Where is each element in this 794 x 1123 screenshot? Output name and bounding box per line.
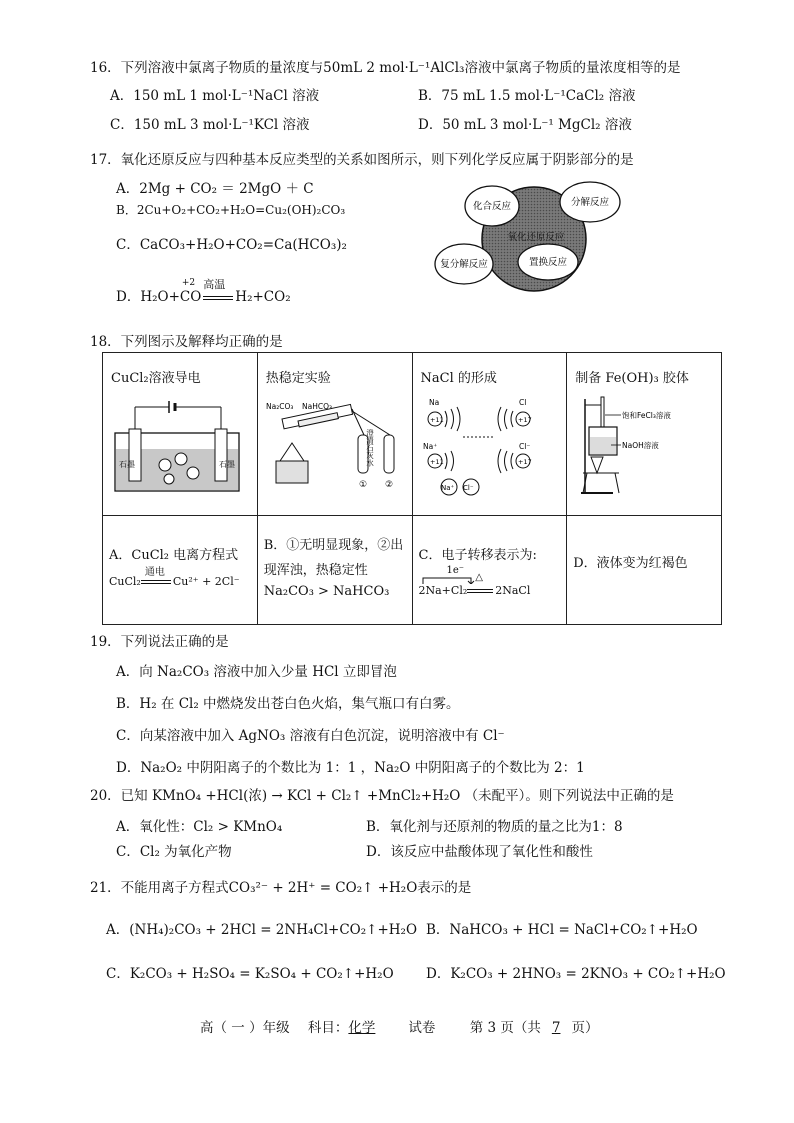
footer-page-suffix: 页） — [571, 1020, 599, 1036]
q20-option-a[interactable]: A．氧化性：Cl₂ > KMnO₄ — [116, 819, 283, 835]
label-redox: 氧化还原反应 — [507, 232, 565, 243]
label-fecl3: 饱和FeCl₃溶液 — [622, 411, 672, 420]
q17-d-valence: +2 — [181, 278, 196, 288]
q17-option-c[interactable]: C．CaCO₃+H₂O+CO₂=Ca(HCO₃)₂ — [116, 237, 347, 253]
q18-cell-3-figure — [412, 353, 567, 516]
label-tube-1: ① — [358, 480, 367, 490]
q18-c-equation — [418, 572, 561, 597]
footer-paper: 试卷 — [408, 1020, 436, 1036]
q18-option-d[interactable] — [567, 516, 722, 625]
q19-stem: 19．下列说法正确的是 — [90, 634, 229, 650]
q18-cell-2-figure — [257, 353, 412, 516]
label-tube-2: ② — [384, 480, 393, 490]
q18-c-eq-left: 2Na+Cl₂ — [418, 584, 468, 597]
q18-option-c[interactable] — [412, 516, 567, 625]
q21-option-c[interactable]: C．K₂CO₃ + H₂SO₄ = K₂SO₄ + CO₂↑+H₂O — [106, 966, 394, 982]
q18-a-eq-arrow — [141, 567, 173, 588]
q18-option-b[interactable] — [257, 516, 412, 625]
page-footer — [200, 1016, 598, 1036]
q16-option-d[interactable]: D．50 mL 3 mol·L⁻¹ MgCl₂ 溶液 — [418, 117, 632, 133]
q17-d-prefix: D．H₂O+ — [116, 289, 180, 305]
label-na-ion: Na⁺ — [422, 442, 437, 451]
q18-cell-1-figure — [103, 353, 258, 516]
q17-d-co-wrap — [179, 278, 202, 305]
label-na-atom: Na — [428, 398, 439, 407]
q20-option-c[interactable]: C．Cl₂ 为氧化产物 — [116, 844, 232, 860]
q18-b-line1: B．①无明显现象，②出 — [263, 538, 404, 553]
q18-b-line2: 现浑浊，热稳定性 — [263, 563, 368, 578]
label-double-displacement: 复分解反应 — [440, 259, 488, 270]
q18-cell-4-figure — [567, 353, 722, 516]
q18-c-eq-right: 2NaCl — [495, 584, 531, 597]
q17-option-d[interactable] — [116, 278, 291, 305]
q18-a-equation — [109, 567, 251, 588]
electrode-right-label: 石墨 — [219, 460, 235, 469]
q18-c-electron: 1e⁻ — [446, 565, 465, 576]
q19-option-b[interactable]: B．H₂ 在 Cl₂ 中燃烧发出苍白色火焰，集气瓶口有白雾。 — [116, 696, 460, 712]
q18-option-a[interactable] — [103, 516, 258, 625]
label-na2co3: Na₂CO₃ — [265, 402, 294, 411]
q17-d-condition: 高温 — [203, 278, 226, 291]
label-combination: 化合反应 — [472, 201, 512, 212]
q16-option-c[interactable]: C．150 mL 3 mol·L⁻¹KCl 溶液 — [110, 117, 310, 133]
q18-c-eq-cond: △ — [475, 572, 483, 583]
label-naoh: NaOH溶液 — [622, 441, 659, 450]
q18-col3-caption: NaCl 的形成 — [420, 371, 497, 386]
q18-col1-caption: CuCl₂溶液导电 — [111, 371, 201, 386]
q18-a-eq-left: CuCl₂ — [109, 575, 141, 588]
na-ion-product: Na⁺ — [440, 484, 454, 492]
label-cl-atom: Cl — [518, 398, 526, 407]
q19-option-d[interactable]: D．Na₂O₂ 中阴阳离子的个数比为 1：1 ，Na₂O 中阴阳离子的个数比为 2：1 — [116, 760, 585, 776]
q18-table — [102, 352, 722, 625]
label-limewater: 澄清石灰水 — [365, 429, 375, 467]
q21-option-d[interactable]: D．K₂CO₃ + 2HNO₃ = 2KNO₃ + CO₂↑+H₂O — [426, 966, 726, 982]
q16-option-a[interactable]: A．150 mL 1 mol·L⁻¹NaCl 溶液 — [110, 88, 320, 104]
q18-d-text: D．液体变为红褐色 — [573, 556, 688, 571]
label-decomposition: 分解反应 — [570, 197, 610, 208]
nucleus-na: +11 — [429, 416, 444, 424]
q20-stem: 20．已知 KMnO₄ +HCl(浓) → KCl + Cl₂↑ +MnCl₂+H₂O （未配平）。则下列说法中正确的是 — [90, 788, 674, 804]
q18-c-title: C．电子转移表示为: — [418, 548, 537, 563]
electrode-left-label: 石墨 — [119, 460, 135, 469]
q21-option-a[interactable]: A．(NH₄)₂CO₃ + 2HCl = 2NH₄Cl+CO₂↑+H₂O — [106, 922, 418, 938]
footer-subject: 化学 — [348, 1020, 376, 1036]
footer-subject-label: 科目： — [307, 1020, 349, 1036]
footer-page-prefix: 第 3 页（共 — [469, 1020, 541, 1036]
label-nahco3: NaHCO₃ — [301, 402, 332, 411]
q20-option-b[interactable]: B．氧化剂与还原剂的物质的量之比为1：8 — [366, 819, 623, 835]
q17-d-arrow — [201, 278, 235, 305]
electrolysis-diagram — [109, 393, 249, 497]
q18-a-title: A．CuCl₂ 电离方程式 — [109, 548, 239, 563]
q17-option-a[interactable]: A．2Mg + CO₂ ＝ 2MgO ＋ C — [116, 181, 314, 197]
cl-ion-product: Cl⁻ — [462, 484, 474, 492]
q17-d-suffix: H₂+CO₂ — [235, 289, 291, 305]
footer-total: 7 — [551, 1020, 561, 1036]
nucleus-cl: +17 — [517, 416, 532, 424]
thermal-stability-diagram — [262, 395, 408, 499]
q18-c-electron-arrow — [419, 576, 519, 584]
nucleus-na-ion: +11 — [429, 458, 444, 466]
q21-option-b[interactable]: B．NaHCO₃ + HCl = NaCl+CO₂↑+H₂O — [426, 922, 698, 938]
q18-col2-caption: 热稳定实验 — [265, 371, 331, 386]
reaction-types-diagram — [428, 176, 628, 302]
q20-option-d[interactable]: D．该反应中盐酸体现了氧化性和酸性 — [366, 844, 593, 860]
q18-a-eq-cond: 通电 — [144, 567, 165, 578]
q18-c-eq-arrow — [467, 572, 495, 597]
q18-b-line3: Na₂CO₃ > NaHCO₃ — [263, 584, 390, 599]
q19-option-a[interactable]: A．向 Na₂CO₃ 溶液中加入少量 HCl 立即冒泡 — [116, 664, 397, 680]
q16-stem: 16．下列溶液中氯离子物质的量浓度与50mL 2 mol·L⁻¹AlCl₃溶液中氯离子物质的量浓度相等的是 — [90, 60, 681, 76]
q17-d-co: CO — [179, 289, 202, 305]
q18-stem: 18．下列图示及解释均正确的是 — [90, 334, 283, 350]
footer-grade: 高（ 一 ）年级 — [200, 1020, 290, 1036]
nucleus-cl-ion: +17 — [517, 458, 532, 466]
nacl-formation-diagram — [419, 395, 559, 499]
q18-col4-caption: 制备 Fe(OH)₃ 胶体 — [575, 371, 689, 386]
q17-option-b[interactable]: B．2Cu+O₂+CO₂+H₂O=Cu₂(OH)₂CO₃ — [116, 203, 346, 217]
q16-option-b[interactable]: B．75 mL 1.5 mol·L⁻¹CaCl₂ 溶液 — [418, 88, 636, 104]
label-cl-ion: Cl⁻ — [518, 442, 530, 451]
q19-option-c[interactable]: C．向某溶液中加入 AgNO₃ 溶液有白色沉淀，说明溶液中有 Cl⁻ — [116, 728, 505, 744]
q18-a-eq-right: Cu²⁺ + 2Cl⁻ — [172, 575, 240, 588]
q21-stem: 21．不能用离子方程式CO₃²⁻ + 2H⁺ = CO₂↑ +H₂O表示的是 — [90, 880, 472, 896]
colloid-prep-diagram — [573, 393, 713, 499]
q17-stem: 17．氧化还原反应与四种基本反应类型的关系如图所示，则下列化学反应属于阴影部分的是 — [90, 152, 634, 168]
label-displacement: 置换反应 — [528, 257, 568, 268]
